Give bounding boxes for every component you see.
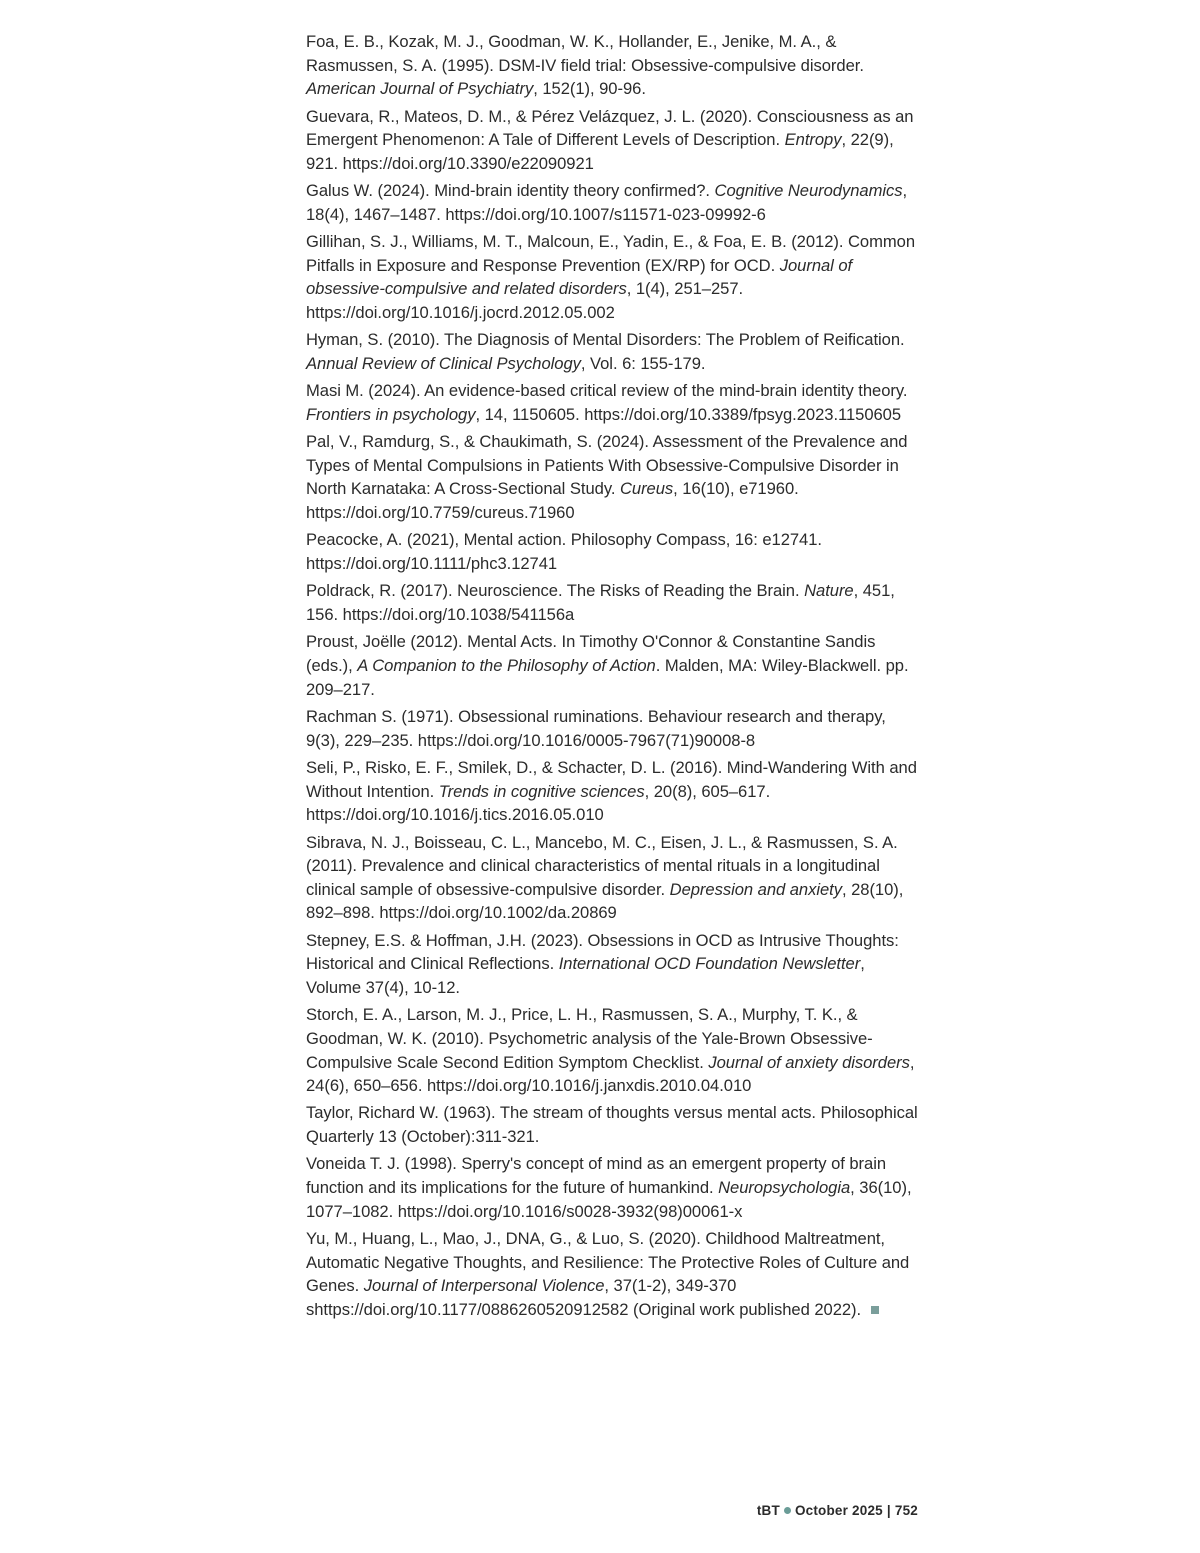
page-number: 752: [894, 1503, 918, 1518]
reference-item: Pal, V., Ramdurg, S., & Chaukimath, S. (2024). Assessment of the Prevalence and Types of Mental Compulsions in Patients With Obsessive-Compulsive Disorder in North Karnataka: A Cross-Sectional Study. Cureus, 16(10), e71960. https://doi.org/10.7759/cureus.71960: [306, 432, 908, 523]
reference-item: Proust, Joëlle (2012). Mental Acts. In Timothy O'Connor & Constantine Sandis (eds.), A Companion to the Philosophy of Action. Malden, MA: Wiley-Blackwell. pp. 209–217.: [306, 632, 909, 699]
journal-name: tBT: [756, 1503, 780, 1518]
reference-item: Stepney, E.S. & Hoffman, J.H. (2023). Obsessions in OCD as Intrusive Thoughts: Historical and Clinical Reflections. International OCD Foundation Newsletter, Volume 37(4), 10-12.: [306, 930, 899, 997]
reference-item: Poldrack, R. (2017). Neuroscience. The Risks of Reading the Brain. Nature, 451, 156. https://doi.org/10.1038/541156a: [306, 581, 895, 625]
reference-item: Galus W. (2024). Mind-brain identity theory confirmed?. Cognitive Neurodynamics, 18(4), 1467–1487. https://doi.org/10.1007/s11571-023-09992-6: [306, 181, 908, 224]
end-of-article-square-icon: [871, 1306, 879, 1314]
reference-item: Seli, P., Risko, E. F., Smilek, D., & Schacter, D. L. (2016). Mind-Wandering With and Without Intention. Trends in cognitive sciences, 20(8), 605–617. https://doi.org/10.1016/j.tics.2016.05.010: [306, 757, 917, 825]
reference-item: Masi M. (2024). An evidence-based critical review of the mind-brain identity theory. Frontiers in psychology, 14, 1150605. https://doi.org/10.3389/fpsyg.2023.1150605: [306, 381, 908, 424]
reference-item: Guevara, R., Mateos, D. M., & Pérez Velázquez, J. L. (2020). Consciousness as an Emergent Phenomenon: A Tale of Different Levels of Description. Entropy, 22(9), 921. https://doi.org/10.3390/e22090921: [306, 106, 914, 173]
issue-date: October 2025: [794, 1503, 883, 1518]
footer-separator: |: [886, 1503, 891, 1518]
reference-item: Gillihan, S. J., Williams, M. T., Malcoun, E., Yadin, E., & Foa, E. B. (2012). Common Pitfalls in Exposure and Response Prevention (EX/RP) for OCD. Journal of obsessive-compulsive and related disorders, 1(4), 251–257. https://doi.org/10.1016/j.jocrd.2012.05.002: [306, 232, 916, 322]
page-footer: [757, 1503, 918, 1518]
reference-item: Taylor, Richard W. (1963). The stream of thoughts versus mental acts. Philosophical Quarterly 13 (October):311-321.: [306, 1103, 918, 1147]
reference-item: Peacocke, A. (2021), Mental action. Philosophy Compass, 16: e12741. https://doi.org/10.1111/phc3.12741: [306, 530, 822, 574]
reference-item: Rachman S. (1971). Obsessional ruminations. Behaviour research and therapy, 9(3), 229–235. https://doi.org/10.1016/0005-7967(71)90008-8: [306, 707, 886, 750]
bullet-dot-icon: [784, 1507, 791, 1514]
reference-item: Voneida T. J. (1998). Sperry's concept of mind as an emergent property of brain function and its implications for the future of humankind. Neuropsychologia, 36(10), 1077–1082. https://doi.org/10.1016/s0028-3932(98)00061-x: [306, 1154, 912, 1221]
reference-item: Sibrava, N. J., Boisseau, C. L., Mancebo, M. C., Eisen, J. L., & Rasmussen, S. A. (2011). Prevalence and clinical characteristics of mental rituals in a longitudinal clinical sample of obsessive-compulsive disorder. Depression and anxiety, 28(10), 892–898. https://doi.org/10.1002/da.20869: [306, 832, 904, 923]
reference-item: Hyman, S. (2010). The Diagnosis of Mental Disorders: The Problem of Reification. Annual Review of Clinical Psychology, Vol. 6: 155-179.: [306, 330, 905, 373]
reference-item: Foa, E. B., Kozak, M. J., Goodman, W. K., Hollander, E., Jenike, M. A., & Rasmussen, S. A. (1995). DSM-IV field trial: Obsessive-compulsive disorder. American Journal of Psychiatry, 152(1), 90-96.: [306, 32, 864, 99]
reference-item: Yu, M., Huang, L., Mao, J., DNA, G., & Luo, S. (2020). Childhood Maltreatment, Automatic Negative Thoughts, and Resilience: The Protective Roles of Culture and Genes. Journal of Interpersonal Violence, 37(1-2), 349-370 shttps://doi.org/10.1177/0886260520912582 (Original work published 2022).: [306, 1229, 910, 1319]
reference-item: Storch, E. A., Larson, M. J., Price, L. H., Rasmussen, S. A., Murphy, T. K., & Goodman, W. K. (2010). Psychometric analysis of the Yale-Brown Obsessive-Compulsive Scale Second Edition Symptom Checklist. Journal of anxiety disorders, 24(6), 650–656. https://doi.org/10.1016/j.janxdis.2010.04.010: [306, 1005, 915, 1096]
reference-list: [306, 30, 922, 1325]
